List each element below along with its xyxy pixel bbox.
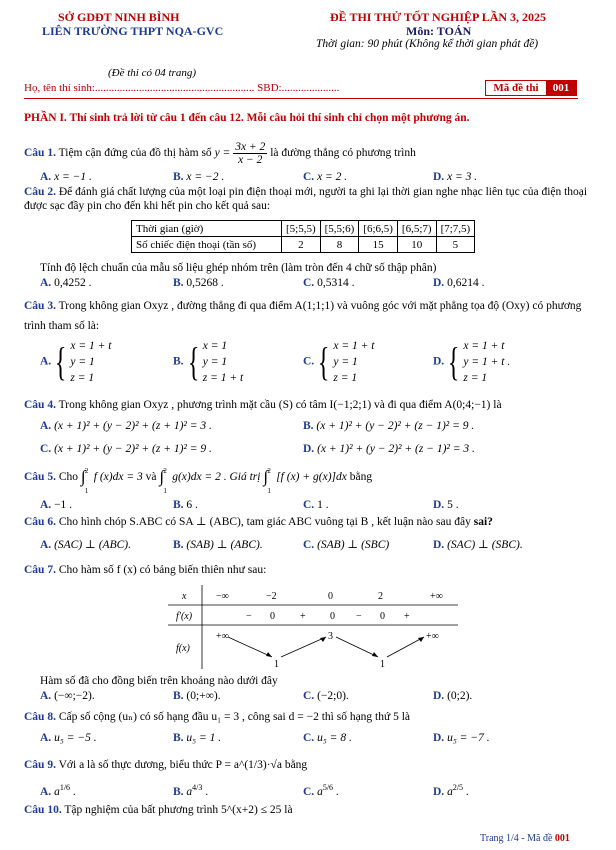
q2-option-a[interactable]: A. 0,4252 . [40, 277, 92, 289]
exam-code-box [485, 80, 577, 96]
q7-instruction: Hàm số đã cho đồng biến trên khoảng nào dưới đây [40, 675, 278, 687]
vt-x-m2: −2 [266, 591, 277, 602]
q8-option-a[interactable]: A. u₅ = −5 . [40, 732, 97, 744]
exam-time: Thời gian: 90 phút (Không kể thời gian phát đề) [316, 38, 539, 50]
q6-option-d[interactable]: D. (SAC) ⊥ (SBC). [433, 539, 523, 551]
q4-option-d[interactable]: D. (x + 1)² + (y − 2)² + (z − 1)² = 3 . [303, 443, 475, 455]
integral-sign: ∫ 2 1 [263, 467, 271, 496]
footer-code: 001 [554, 833, 570, 844]
q2-option-c[interactable]: C. 0,5314 . [303, 277, 355, 289]
q5-option-b[interactable]: B. 6 . [173, 499, 198, 511]
q1-option-b[interactable]: B. x = −2 . [173, 171, 225, 183]
q2-option-d[interactable]: D. 0,6214 . [433, 277, 485, 289]
question-5: Câu 5. Cho ∫ 2 1 f (x)dx = 3 và ∫ 2 1 g(x)dx = 2 . Giá trị ∫ 2 1 [f (x) + g(x)]dx bằng [24, 467, 373, 496]
q9-option-d[interactable]: D. $a^{2/5}$ . [433, 783, 469, 798]
header-dept: SỞ GDĐT NINH BÌNH [58, 10, 180, 24]
name-sbd-line: Họ, tên thí sinh:.......................................................... SBD:..................... [24, 82, 340, 94]
vt-x-2: 2 [378, 591, 383, 602]
q4-option-a[interactable]: A. (x + 1)² + (y − 2)² + (z + 1)² = 3 . [40, 420, 212, 432]
q1-option-a[interactable]: A. x = −1 . [40, 171, 92, 183]
integral-sign: ∫ 2 1 [159, 467, 167, 496]
q6-option-c[interactable]: C. (SAB) ⊥ (SBC) [303, 539, 390, 551]
exam-title: ĐỀ THI THỬ TỐT NGHIỆP LẦN 3, 2025 [330, 10, 547, 24]
q1-fraction: $\frac{3x + 2}{x - 2}$ [235, 141, 266, 166]
vt-x-neg-inf: −∞ [216, 591, 229, 602]
q3-option-b[interactable]: B.{ x = 1 y = 1 z = 1 + t [173, 339, 244, 384]
vt-x-label: x [182, 591, 187, 602]
header-pages-note: (Đề thi có 04 trang) [108, 67, 196, 79]
q7-option-a[interactable]: A. (−∞;−2). [40, 690, 95, 702]
q2-table: Thời gian (giờ) [5;5,5) [5,5;6) [6;6,5) [6,5;7) [7;7,5) Số chiếc điện thoại (tần số) 2 8 15 10 5 [131, 220, 475, 253]
q6-option-a[interactable]: A. (SAC) ⊥ (ABC). [40, 539, 131, 551]
vt-fp-5: − [356, 611, 362, 622]
vt-f-5: +∞ [426, 631, 439, 642]
question-9: Câu 9. Với a là số thực dương, biểu thức P = a^(1/3)·√a bằng [24, 759, 308, 771]
header-divider [24, 98, 578, 99]
q4-option-c[interactable]: C. (x + 1)² + (y − 2)² + (z + 1)² = 9 . [40, 443, 212, 455]
integral-sign: ∫ 2 1 [80, 467, 89, 496]
vt-fp-7: + [404, 611, 410, 622]
vt-fp-6: 0 [380, 611, 385, 622]
q7-option-b[interactable]: B. (0;+∞). [173, 690, 221, 702]
q6-option-b[interactable]: B. (SAB) ⊥ (ABC). [173, 539, 263, 551]
question-4: Câu 4. Trong không gian Oxyz , phương trình mặt cầu (S) có tâm I(−1;2;1) và đi qua điểm A(0;4;−1) là [24, 399, 502, 411]
vt-fp-label: f′(x) [176, 611, 193, 622]
question-6: Câu 6. Cho hình chóp S.ABC có SA ⊥ (ABC), tam giác ABC vuông tại B , kết luận nào sau đây sai? [24, 516, 493, 528]
vt-f-4: 1 [380, 659, 385, 669]
q1-option-c[interactable]: C. x = 2 . [303, 171, 348, 183]
q8-option-c[interactable]: C. u₅ = 8 . [303, 732, 352, 744]
vt-f-label: f(x) [176, 643, 190, 654]
question-10: Câu 10. Tập nghiệm của bất phương trình 5^(x+2) ≤ 25 là [24, 804, 293, 816]
vt-fp-4: 0 [330, 611, 335, 622]
q9-option-c[interactable]: C. $a^{5/6}$ . [303, 783, 339, 798]
part1-title: PHẦN I. Thí sinh trả lời từ câu 1 đến câu 12. Mỗi câu hỏi thí sinh chỉ chọn một phương án. [24, 112, 470, 124]
q8-option-d[interactable]: D. u₅ = −7 . [433, 732, 490, 744]
q1-option-d[interactable]: D. x = 3 . [433, 171, 478, 183]
q3-option-a[interactable]: A.{ x = 1 + t y = 1 z = 1 [40, 339, 112, 384]
question-7: Câu 7. Cho hàm số f (x) có bảng biến thiên như sau: [24, 564, 267, 576]
question-1: Câu 1. Tiệm cận đứng của đồ thị hàm số y = $\frac{3x + 2}{x - 2}$ là đường thẳng có phương trình [24, 141, 416, 166]
header-school: LIÊN TRƯỜNG THPT NQA-GVC [42, 24, 224, 38]
q2-option-b[interactable]: B. 0,5268 . [173, 277, 224, 289]
variation-table [168, 585, 458, 669]
vt-fp-2: 0 [270, 611, 275, 622]
q5-option-c[interactable]: C. 1 . [303, 499, 329, 511]
q3-option-d[interactable]: D.{ x = 1 + t y = 1 + t . z = 1 [433, 339, 511, 384]
vt-fp-1: − [246, 611, 252, 622]
q3-option-c[interactable]: C.{ x = 1 + t y = 1 z = 1 [303, 339, 375, 384]
q2-instruction: Tính độ lệch chuẩn của mẫu số liệu ghép nhóm trên (làm tròn đến 4 chữ số thập phân) [40, 262, 437, 274]
q5-option-a[interactable]: A. −1 . [40, 499, 73, 511]
exam-code-value: 001 [546, 81, 576, 95]
exam-subject: Môn: TOÁN [406, 24, 472, 38]
question-3: Câu 3. Trong không gian Oxyz , đường thẳng đi qua điểm A(1;1;1) và vuông góc với mặt phẳng tọa độ (Oxy) có phương trình tham số là: [24, 300, 582, 332]
vt-x-0: 0 [328, 591, 333, 602]
q5-option-d[interactable]: D. 5 . [433, 499, 459, 511]
q9-option-a[interactable]: A. $a^{1/6}$ . [40, 783, 76, 798]
q4-option-b[interactable]: B. (x + 1)² + (y − 2)² + (z − 1)² = 9 . [303, 420, 475, 432]
vt-f-1: +∞ [216, 631, 229, 642]
q9-option-b[interactable]: B. $a^{4/3}$ . [173, 783, 209, 798]
vt-fp-3: + [300, 611, 306, 622]
q8-option-b[interactable]: B. u₅ = 1 . [173, 732, 222, 744]
question-8: Câu 8. Cấp số cộng (uₙ) có số hạng đầu u₁ = 3 , công sai d = −2 thì số hạng thứ 5 là [24, 711, 411, 723]
q7-option-d[interactable]: D. (0;2). [433, 690, 473, 702]
vt-f-2: 1 [274, 659, 279, 669]
footer [480, 833, 570, 844]
q7-option-c[interactable]: C. (−2;0). [303, 690, 349, 702]
vt-x-pos-inf: +∞ [430, 591, 443, 602]
footer-page: Trang 1/4 - Mã đề [480, 833, 553, 844]
exam-code-label: Mã đề thi [493, 82, 539, 94]
question-2: Câu 2. Để đánh giá chất lượng của một loại pin điện thoại mới, người ta ghi lại thời gian nghe nhạc liên tục của điện thoại được sạc đầy pin cho đến khi hết pin cho kết quả sau: [24, 186, 588, 212]
vt-f-3: 3 [328, 631, 333, 642]
